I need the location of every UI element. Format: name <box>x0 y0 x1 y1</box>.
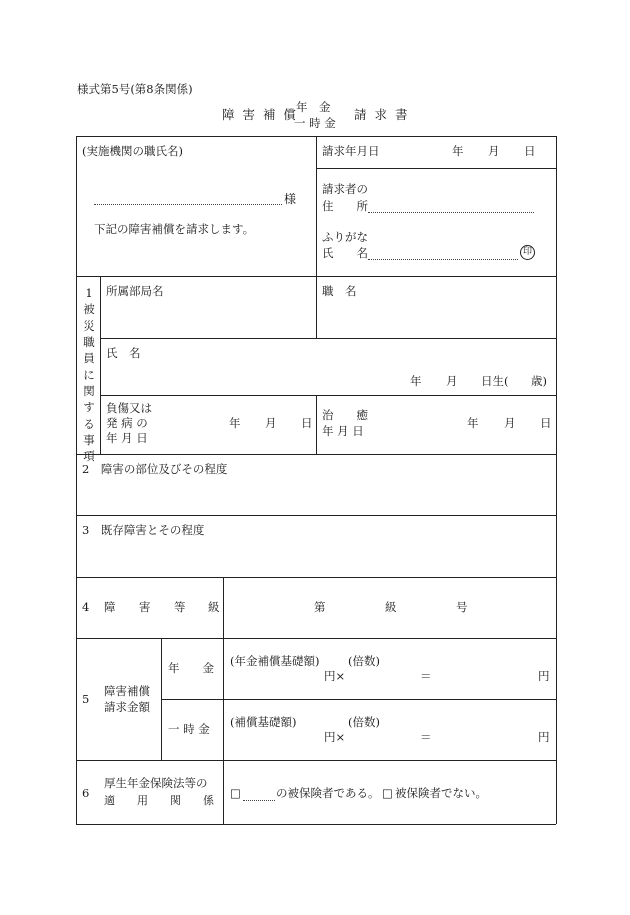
lump-equals: ＝ <box>420 730 432 744</box>
section5-number: 5 <box>82 692 90 706</box>
section2-label: 2 障害の部位及びその程度 <box>82 462 228 476</box>
lump-sum-label: 一 時 金 <box>168 722 210 736</box>
not-insured-option-text: 被保険者でない。 <box>395 786 487 800</box>
not-insured-checkbox[interactable]: □ <box>382 786 393 800</box>
section5-label-1: 障害補償 <box>104 684 150 698</box>
lump-yen: 円 <box>538 730 550 744</box>
section3-label: 3 既存障害とその程度 <box>82 523 205 537</box>
healed-year[interactable]: 年 <box>467 416 479 430</box>
title-main: 障 害 補 償 <box>222 107 298 122</box>
claimant-address-label: 住 所 <box>322 199 368 213</box>
agency-label: (実施機関の職氏名) <box>82 144 183 158</box>
grade-go: 号 <box>456 600 468 614</box>
request-date-year[interactable]: 年 <box>452 144 464 158</box>
honorific-sama: 様 <box>284 192 297 206</box>
title-lower: 一 時 金 <box>294 116 336 130</box>
injury-label-3: 年 月 日 <box>106 431 148 445</box>
pension-multiplier-label: (倍数) <box>348 654 380 668</box>
healed-label-1: 治 癒 <box>322 408 368 422</box>
seal-mark: 印 <box>520 245 535 260</box>
healed-label-2: 年 月 日 <box>322 424 364 438</box>
injury-month[interactable]: 月 <box>265 416 277 430</box>
position-label: 職 名 <box>322 284 357 298</box>
form-number: 様式第5号(第8条関係) <box>77 82 193 96</box>
section4-label-3: 等 <box>174 600 186 614</box>
title-upper: 年 金 <box>296 100 331 114</box>
insurance-type-field[interactable] <box>243 800 275 801</box>
lump-base-label: (補償基礎額) <box>230 715 297 729</box>
agency-name-field[interactable] <box>94 204 282 205</box>
request-date-month[interactable]: 月 <box>488 144 500 158</box>
pension-yen-times: 円× <box>324 669 346 683</box>
birth-day[interactable]: 日生( <box>481 374 509 388</box>
request-date-day[interactable]: 日 <box>524 144 536 158</box>
section4-number: 4 <box>82 600 90 614</box>
pension-equals: ＝ <box>420 669 432 683</box>
pension-base-label: (年金補償基礎額) <box>230 654 320 668</box>
injury-label-2: 発 病 の <box>106 416 148 430</box>
employee-name-label: 氏 名 <box>106 346 141 360</box>
healed-month[interactable]: 月 <box>504 416 516 430</box>
insured-option-text: の被保険者である。 <box>276 786 380 800</box>
section4-label-2: 害 <box>139 600 151 614</box>
lump-multiplier-label: (倍数) <box>348 715 380 729</box>
birth-year[interactable]: 年 <box>410 374 422 388</box>
injury-day[interactable]: 日 <box>301 416 313 430</box>
section6-label-1: 厚生年金保険法等の <box>104 776 208 790</box>
claimant-label: 請求者の <box>322 182 368 196</box>
injury-label-1: 負傷又は <box>106 401 152 415</box>
injury-year[interactable]: 年 <box>229 416 241 430</box>
birth-month[interactable]: 月 <box>446 374 458 388</box>
request-date-label: 請求年月日 <box>322 144 380 158</box>
claimant-name-field[interactable] <box>368 259 518 260</box>
lump-yen-times: 円× <box>324 730 346 744</box>
insured-checkbox[interactable]: □ <box>230 786 241 800</box>
request-text: 下記の障害補償を請求します。 <box>94 222 255 236</box>
pension-label: 年 金 <box>168 661 214 675</box>
age[interactable]: 歳) <box>531 374 547 388</box>
claimant-address-field[interactable] <box>368 212 534 213</box>
section4-label-4: 級 <box>208 600 220 614</box>
title-suffix: 請 求 書 <box>354 107 410 122</box>
furigana-label: ふりがな <box>322 230 368 244</box>
grade-kyu: 級 <box>385 600 397 614</box>
section6-number: 6 <box>82 786 90 800</box>
healed-day[interactable]: 日 <box>540 416 552 430</box>
pension-yen: 円 <box>538 669 550 683</box>
section5-label-2: 請求金額 <box>104 700 150 714</box>
department-label: 所属部局名 <box>106 284 164 298</box>
section4-label-1: 障 <box>104 600 116 614</box>
section6-label-2: 適 用 関 係 <box>104 794 214 807</box>
grade-dai: 第 <box>314 600 326 614</box>
section1-side-label: 1 被 災 職 員 に 関 す る 事 項 <box>83 286 95 464</box>
claimant-name-label: 氏 名 <box>322 246 368 260</box>
